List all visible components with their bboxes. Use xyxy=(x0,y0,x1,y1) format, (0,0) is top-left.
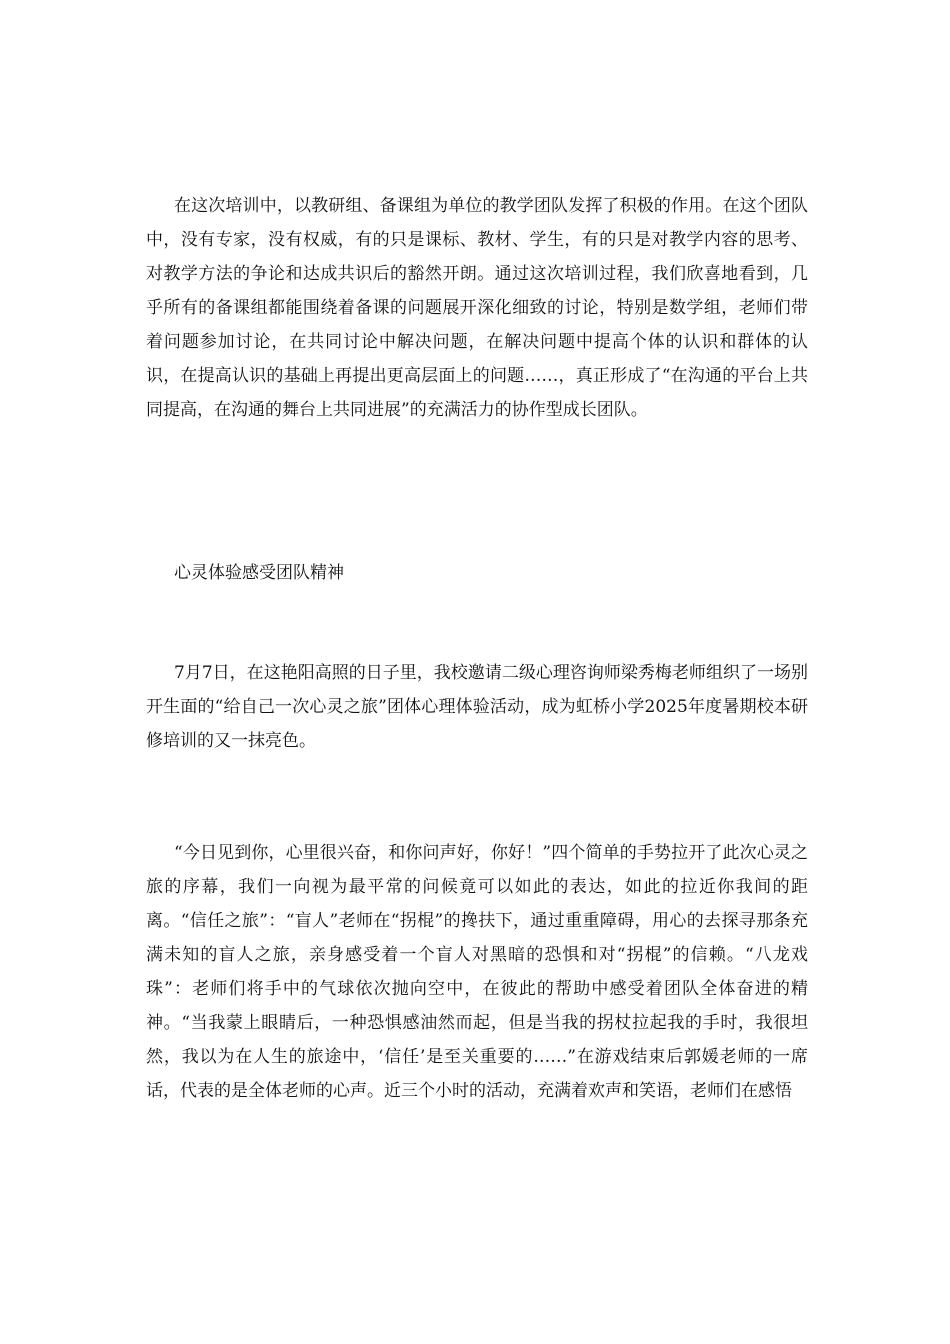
body-paragraph: “今日见到你，心里很兴奋，和你问声好，你好！”四个简单的手势拉开了此次心灵之旅的序幕，我们一向视为最平常的问候竟可以如此的表达，如此的拉近你我间的距离。“信任之旅”：“盲人”老师在“拐棍”的搀扶下，通过重重障碍，用心的去探寻那条充满未知的盲人之旅，亲身感受着一个盲人对黑暗的恐惧和对“拐棍”的信赖。“八龙戏珠”：老师们将手中的气球依次抛向空中，在彼此的帮助中感受着团队全体奋进的精神。“当我蒙上眼睛后，一种恐惧感油然而起，但是当我的拐杖拉起我的手时，我很坦然，我以为在人生的旅途中，‘信任’是至关重要的……”在游戏结束后郭媛老师的一席话，代表的是全体老师的心声。近三个小时的活动，充满着欢声和笑语，老师们在感悟 xyxy=(146,843,808,1101)
body-paragraph: 在这次培训中，以教研组、备课组为单位的教学团队发挥了积极的作用。在这个团队中，没有专家，没有权威，有的只是课标、教材、学生，有的只是对教学内容的思考、对教学方法的争论和达成共识后的豁然开朗。通过这次培训过程，我们欣喜地看到，几乎所有的备课组都能围绕着备课的问题展开深化细致的讨论，特别是数学组，老师们带着问题参加讨论，在共同讨论中解决问题，在解决问题中提高个体的认识和群体的认识，在提高认识的基础上再提出更高层面上的问题……，真正形成了“在沟通的平台上共同提高，在沟通的舞台上共同进展”的充满活力的协作型成长团队。 xyxy=(146,196,808,420)
section-heading: 心灵体验感受团队精神 xyxy=(174,563,344,583)
body-paragraph: 7月7日，在这艳阳高照的日子里，我校邀请二级心理咨询师梁秀梅老师组织了一场别开生面的“给自己一次心灵之旅”团体心理体验活动，成为虹桥小学2025年度暑期校本研修培训的又一抹亮色。 xyxy=(146,663,808,751)
